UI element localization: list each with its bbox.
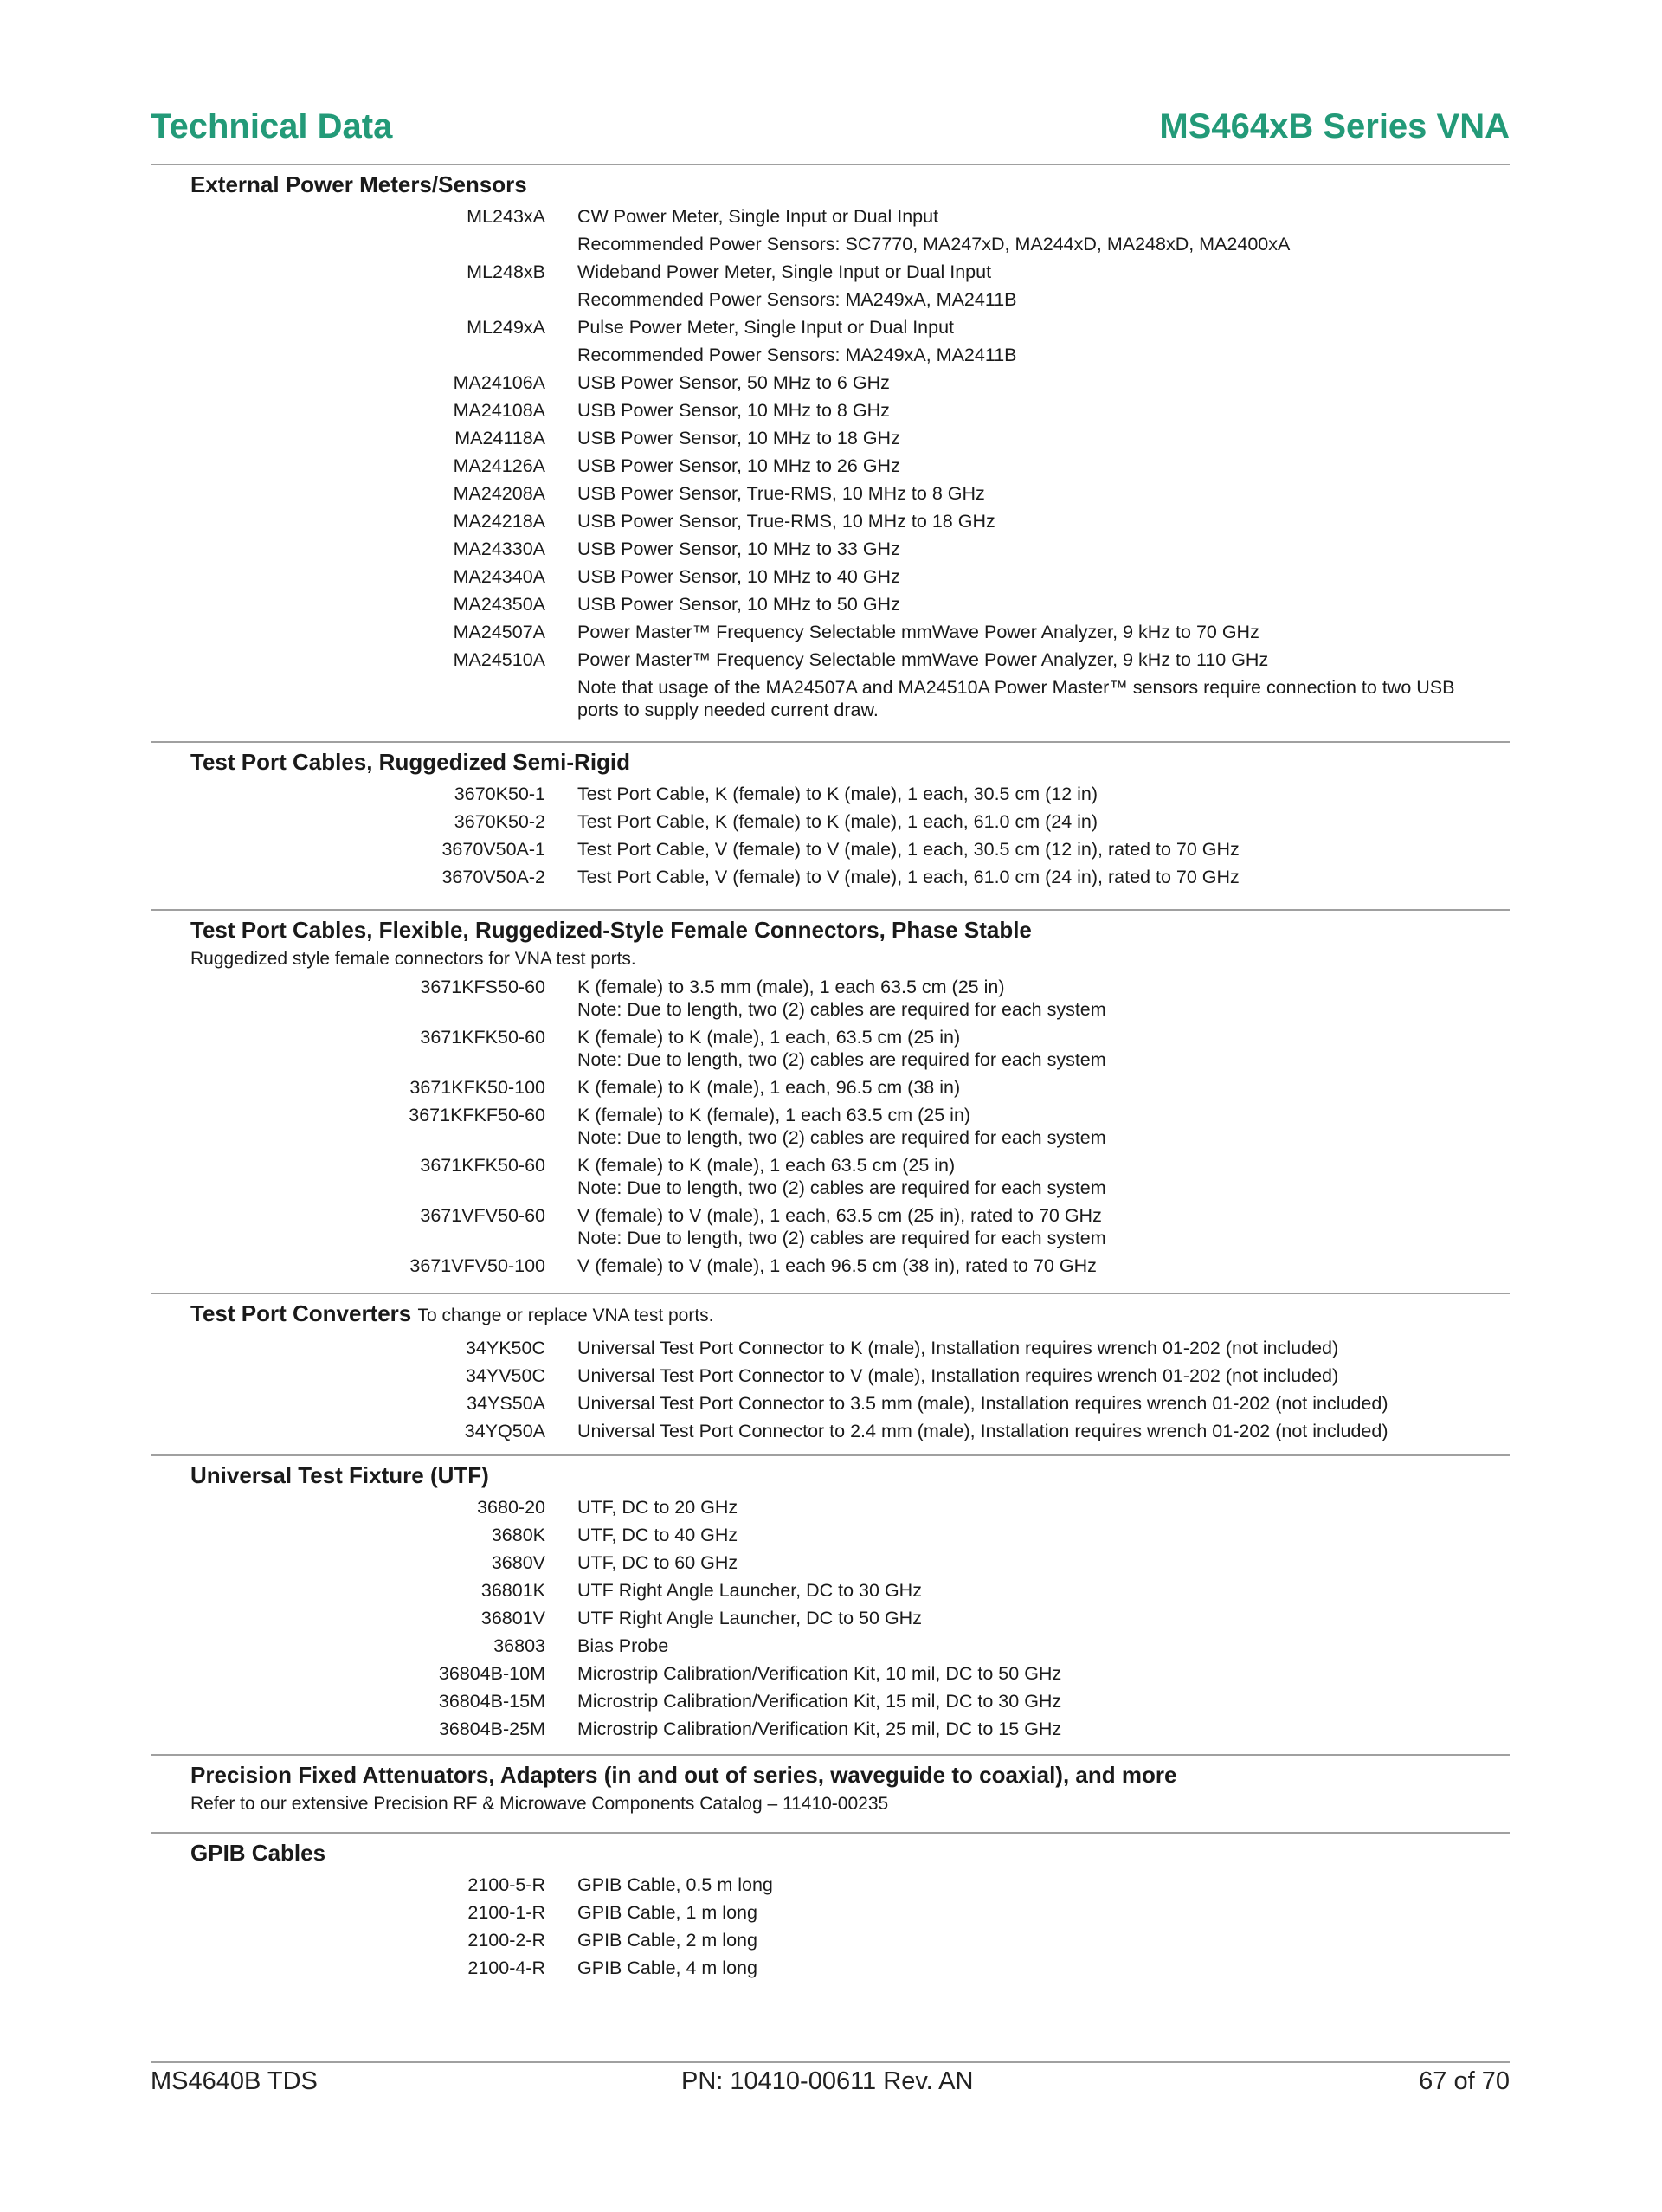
part-number <box>151 233 545 255</box>
description-text: Test Port Cable, K (female) to K (male), 1 each, 30.5 cm (12 in) <box>577 784 1098 804</box>
part-number: 36804B-25M <box>438 1719 545 1739</box>
part-number: MA24106A <box>453 372 545 393</box>
spec-row <box>151 313 1510 341</box>
spec-row <box>151 1334 1510 1362</box>
description-text: GPIB Cable, 1 m long <box>577 1902 757 1923</box>
part-description <box>577 565 1495 588</box>
spec-row <box>151 1023 1510 1074</box>
spec-row <box>151 1074 1510 1101</box>
part-description <box>577 621 1495 643</box>
section-divider <box>151 909 1510 911</box>
part-description <box>577 866 1495 888</box>
description-text: V (female) to V (male), 1 each 96.5 cm (38 in), rated to 70 GHz <box>577 1255 1097 1276</box>
description-text: USB Power Sensor, 10 MHz to 26 GHz <box>577 455 900 476</box>
spec-row <box>151 369 1510 397</box>
description-text: UTF, DC to 40 GHz <box>577 1525 738 1545</box>
part-number: 3671VFV50-100 <box>409 1255 545 1276</box>
part-description <box>577 1635 1495 1657</box>
part-number <box>151 344 545 366</box>
description-text: Microstrip Calibration/Verification Kit, 10 mil, DC to 50 GHz <box>577 1663 1062 1684</box>
description-text: USB Power Sensor, 10 MHz to 40 GHz <box>577 566 900 587</box>
section-divider <box>151 1454 1510 1456</box>
part-description <box>577 1104 1495 1149</box>
section-heading <box>151 916 1510 944</box>
spec-row <box>151 1549 1510 1577</box>
product-title: MS464xB Series VNA <box>1159 107 1510 145</box>
part-number: 36803 <box>493 1635 545 1656</box>
part-number: 36801K <box>480 1580 545 1601</box>
description-text: Recommended Power Sensors: SC7770, MA247xD, MA244xD, MA248xD, MA2400xA <box>577 234 1291 255</box>
description-text: CW Power Meter, Single Input or Dual Input <box>577 206 939 227</box>
section-divider <box>151 164 1510 165</box>
part-number: 2100-1-R <box>467 1902 545 1923</box>
part-number: ML243xA <box>467 206 545 227</box>
part-number: 2100-4-R <box>467 1957 545 1978</box>
part-number: 34YV50C <box>465 1365 545 1386</box>
part-number: 3680K <box>491 1525 545 1545</box>
description-note: Note: Due to length, two (2) cables are required for each system <box>577 1228 1106 1248</box>
description-text: Microstrip Calibration/Verification Kit, 25 mil, DC to 15 GHz <box>577 1719 1062 1739</box>
description-text: GPIB Cable, 0.5 m long <box>577 1874 773 1895</box>
part-number: MA24126A <box>453 455 545 476</box>
part-number: MA24108A <box>453 400 545 421</box>
part-description <box>577 371 1495 394</box>
spec-row <box>151 1362 1510 1390</box>
part-description <box>577 1026 1495 1071</box>
description-text: Microstrip Calibration/Verification Kit, 15 mil, DC to 30 GHz <box>577 1691 1062 1712</box>
spec-row <box>151 1632 1510 1660</box>
part-number: ML248xB <box>467 261 545 282</box>
part-description <box>577 1690 1495 1712</box>
spec-section <box>151 1461 1510 1743</box>
spec-row <box>151 424 1510 452</box>
spec-section <box>151 171 1510 724</box>
section-subtitle: Refer to our extensive Precision RF & Microwave Components Catalog – 11410-00235 <box>190 1794 889 1814</box>
part-description <box>577 783 1495 805</box>
section-heading <box>151 171 1510 198</box>
part-description <box>577 205 1495 228</box>
part-description <box>577 482 1495 505</box>
part-description <box>577 1496 1495 1519</box>
part-number: MA24350A <box>453 594 545 615</box>
part-number: 34YK50C <box>465 1338 545 1358</box>
description-text: USB Power Sensor, 10 MHz to 8 GHz <box>577 400 890 421</box>
section-divider <box>151 1832 1510 1834</box>
part-number: 3671KFK50-60 <box>420 1027 545 1048</box>
section-heading-text: Universal Test Fixture (UTF) <box>190 1462 489 1488</box>
spec-row <box>151 258 1510 286</box>
part-description <box>577 1204 1495 1249</box>
description-text: USB Power Sensor, 10 MHz to 50 GHz <box>577 594 900 615</box>
spec-row <box>151 590 1510 618</box>
footer-divider <box>151 2061 1510 2063</box>
part-description <box>577 1718 1495 1740</box>
part-description <box>577 1076 1495 1099</box>
part-description <box>577 538 1495 560</box>
part-number: MA24218A <box>453 511 545 532</box>
part-number: 3680V <box>491 1552 545 1573</box>
section-divider <box>151 1293 1510 1294</box>
part-number: 3671VFV50-60 <box>420 1205 545 1226</box>
spec-row <box>151 480 1510 507</box>
part-number: 3671KFKF50-60 <box>409 1105 545 1125</box>
spec-row <box>151 808 1510 835</box>
part-number: 3670V50A-1 <box>441 839 545 860</box>
description-text: GPIB Cable, 2 m long <box>577 1930 757 1951</box>
description-text: UTF, DC to 60 GHz <box>577 1552 738 1573</box>
spec-row <box>151 1954 1510 1982</box>
part-description <box>577 976 1495 1021</box>
part-description <box>577 1929 1495 1951</box>
section-heading-text: Precision Fixed Attenuators, Adapters (in and out of series, waveguide to coaxial), and more <box>190 1762 1177 1788</box>
description-note: Note: Due to length, two (2) cables are required for each system <box>577 999 1106 1020</box>
spec-row <box>151 646 1510 674</box>
part-number: 2100-5-R <box>467 1874 545 1895</box>
description-text: USB Power Sensor, True-RMS, 10 MHz to 8 GHz <box>577 483 985 504</box>
description-text: UTF Right Angle Launcher, DC to 50 GHz <box>577 1608 922 1628</box>
spec-row <box>151 1252 1510 1280</box>
part-number: 36801V <box>480 1608 545 1628</box>
part-description <box>577 1392 1495 1415</box>
description-text: V (female) to V (male), 1 each, 63.5 cm (25 in), rated to 70 GHz <box>577 1205 1102 1226</box>
spec-row <box>151 1899 1510 1926</box>
description-text: Recommended Power Sensors: MA249xA, MA2411B <box>577 345 1017 365</box>
description-text: Universal Test Port Connector to 2.4 mm (male), Installation requires wrench 01-202 (not included) <box>577 1421 1388 1441</box>
part-description <box>577 1420 1495 1442</box>
part-description <box>577 838 1495 861</box>
description-text: K (female) to 3.5 mm (male), 1 each 63.5 cm (25 in) <box>577 977 1005 997</box>
spec-row <box>151 780 1510 808</box>
part-description <box>577 1957 1495 1979</box>
part-number <box>151 676 545 721</box>
footer-part-number: PN: 10410-00611 Rev. AN <box>681 2067 974 2095</box>
part-number: 3670K50-2 <box>454 811 545 832</box>
spec-row <box>151 203 1510 230</box>
part-number: MA24208A <box>453 483 545 504</box>
description-text: USB Power Sensor, True-RMS, 10 MHz to 18 GHz <box>577 511 995 532</box>
part-description <box>577 1901 1495 1924</box>
spec-row <box>151 1390 1510 1417</box>
description-text: Wideband Power Meter, Single Input or Dual Input <box>577 261 992 282</box>
part-description <box>577 1873 1495 1896</box>
spec-section <box>151 748 1510 891</box>
part-number: 3680-20 <box>477 1497 545 1518</box>
description-text: Universal Test Port Connector to K (male), Installation requires wrench 01-202 (not included) <box>577 1338 1339 1358</box>
spec-row <box>151 973 1510 1023</box>
part-number: MA24330A <box>453 538 545 559</box>
spec-row <box>151 507 1510 535</box>
spec-row <box>151 452 1510 480</box>
spec-row <box>151 397 1510 424</box>
spec-row <box>151 1151 1510 1202</box>
part-description <box>577 1579 1495 1602</box>
description-text: Power Master™ Frequency Selectable mmWave Power Analyzer, 9 kHz to 70 GHz <box>577 622 1259 642</box>
part-number: ML249xA <box>467 317 545 338</box>
description-text: UTF Right Angle Launcher, DC to 30 GHz <box>577 1580 922 1601</box>
description-note: Note: Due to length, two (2) cables are required for each system <box>577 1127 1106 1148</box>
spec-row <box>151 1417 1510 1445</box>
part-number: 34YS50A <box>467 1393 545 1414</box>
footer-doc-name: MS4640B TDS <box>151 2067 318 2095</box>
description-text: Bias Probe <box>577 1635 669 1656</box>
part-description <box>577 1364 1495 1387</box>
spec-row <box>151 1660 1510 1687</box>
description-text: USB Power Sensor, 50 MHz to 6 GHz <box>577 372 890 393</box>
part-number: 3671KFK50-60 <box>420 1155 545 1176</box>
spec-row <box>151 1202 1510 1252</box>
spec-section <box>151 1299 1510 1445</box>
section-heading <box>151 1839 1510 1867</box>
spec-row <box>151 341 1510 369</box>
section-subtitle: Ruggedized style female connectors for VNA test ports. <box>190 949 636 969</box>
description-text: USB Power Sensor, 10 MHz to 33 GHz <box>577 538 900 559</box>
spec-row <box>151 1521 1510 1549</box>
spec-row <box>151 230 1510 258</box>
spec-row <box>151 618 1510 646</box>
section-subtitle: To change or replace VNA test ports. <box>417 1306 714 1325</box>
part-description <box>577 288 1495 311</box>
part-description <box>577 1337 1495 1359</box>
spec-row <box>151 535 1510 563</box>
spec-section <box>151 916 1510 1280</box>
spec-row <box>151 1687 1510 1715</box>
part-number: 3670V50A-2 <box>441 867 545 887</box>
part-description <box>577 344 1495 366</box>
page-title: Technical Data <box>151 107 393 145</box>
part-description <box>577 1254 1495 1277</box>
description-text: K (female) to K (female), 1 each 63.5 cm (25 in) <box>577 1105 971 1125</box>
spec-row <box>151 1577 1510 1604</box>
description-text: Power Master™ Frequency Selectable mmWave Power Analyzer, 9 kHz to 110 GHz <box>577 649 1269 670</box>
description-text: Test Port Cable, K (female) to K (male), 1 each, 61.0 cm (24 in) <box>577 811 1098 832</box>
part-number: 36804B-15M <box>438 1691 545 1712</box>
part-number: MA24507A <box>453 622 545 642</box>
description-text: Test Port Cable, V (female) to V (male), 1 each, 61.0 cm (24 in), rated to 70 GHz <box>577 867 1240 887</box>
spec-row <box>151 835 1510 863</box>
section-heading <box>151 1461 1510 1489</box>
description-note: Note: Due to length, two (2) cables are required for each system <box>577 1177 1106 1198</box>
part-number: MA24340A <box>453 566 545 587</box>
description-note: Note: Due to length, two (2) cables are required for each system <box>577 1049 1106 1070</box>
part-description <box>577 510 1495 532</box>
part-description <box>577 316 1495 339</box>
part-description <box>577 399 1495 422</box>
spec-section <box>151 1839 1510 1982</box>
footer-page-number: 67 of 70 <box>1419 2067 1510 2095</box>
description-text: Test Port Cable, V (female) to V (male), 1 each, 30.5 cm (12 in), rated to 70 GHz <box>577 839 1240 860</box>
description-text: Universal Test Port Connector to V (male), Installation requires wrench 01-202 (not included) <box>577 1365 1339 1386</box>
description-text: Note that usage of the MA24507A and MA24510A Power Master™ sensors require connection to two USB ports to supply needed current draw. <box>577 677 1455 720</box>
section-heading-text: Test Port Cables, Flexible, Ruggedized-Style Female Connectors, Phase Stable <box>190 917 1032 943</box>
description-text: UTF, DC to 20 GHz <box>577 1497 738 1518</box>
spec-row <box>151 863 1510 891</box>
part-number: MA24510A <box>453 649 545 670</box>
part-description <box>577 810 1495 833</box>
description-text: K (female) to K (male), 1 each 63.5 cm (25 in) <box>577 1155 956 1176</box>
part-description <box>577 1662 1495 1685</box>
section-divider <box>151 1754 1510 1756</box>
spec-row <box>151 1871 1510 1899</box>
spec-row <box>151 1101 1510 1151</box>
spec-row <box>151 1926 1510 1954</box>
description-text: Pulse Power Meter, Single Input or Dual Input <box>577 317 955 338</box>
section-heading <box>151 748 1510 776</box>
description-text: GPIB Cable, 4 m long <box>577 1957 757 1978</box>
part-description <box>577 1607 1495 1629</box>
part-description <box>577 593 1495 616</box>
section-heading-text: Test Port Cables, Ruggedized Semi-Rigid <box>190 749 631 775</box>
spec-row <box>151 563 1510 590</box>
spec-row <box>151 286 1510 313</box>
part-number: 34YQ50A <box>464 1421 545 1441</box>
part-description <box>577 261 1495 283</box>
part-number: 3671KFS50-60 <box>420 977 545 997</box>
spec-row <box>151 674 1510 724</box>
description-text: K (female) to K (male), 1 each, 63.5 cm (25 in) <box>577 1027 961 1048</box>
spec-section <box>151 1761 1510 1818</box>
description-text: Universal Test Port Connector to 3.5 mm (male), Installation requires wrench 01-202 (not included) <box>577 1393 1388 1414</box>
part-description <box>577 676 1495 721</box>
section-divider <box>151 741 1510 743</box>
part-description <box>577 233 1495 255</box>
part-number: 3670K50-1 <box>454 784 545 804</box>
spec-row <box>151 1493 1510 1521</box>
description-text: Recommended Power Sensors: MA249xA, MA2411B <box>577 289 1017 310</box>
section-heading <box>151 1761 1510 1789</box>
part-number: 2100-2-R <box>467 1930 545 1951</box>
part-number: MA24118A <box>454 428 545 448</box>
part-description <box>577 1551 1495 1574</box>
part-number <box>151 288 545 311</box>
part-description <box>577 427 1495 449</box>
spec-row <box>151 1715 1510 1743</box>
section-heading-text: GPIB Cables <box>190 1840 326 1866</box>
section-heading-text: Test Port Converters <box>190 1300 412 1326</box>
section-heading-text: External Power Meters/Sensors <box>190 171 527 197</box>
section-heading <box>151 1299 1510 1330</box>
part-number: 3671KFK50-100 <box>409 1077 545 1098</box>
part-description <box>577 1154 1495 1199</box>
description-text: USB Power Sensor, 10 MHz to 18 GHz <box>577 428 900 448</box>
spec-row <box>151 1604 1510 1632</box>
part-description <box>577 455 1495 477</box>
part-description <box>577 648 1495 671</box>
part-description <box>577 1524 1495 1546</box>
description-text: K (female) to K (male), 1 each, 96.5 cm (38 in) <box>577 1077 961 1098</box>
part-number: 36804B-10M <box>438 1663 545 1684</box>
